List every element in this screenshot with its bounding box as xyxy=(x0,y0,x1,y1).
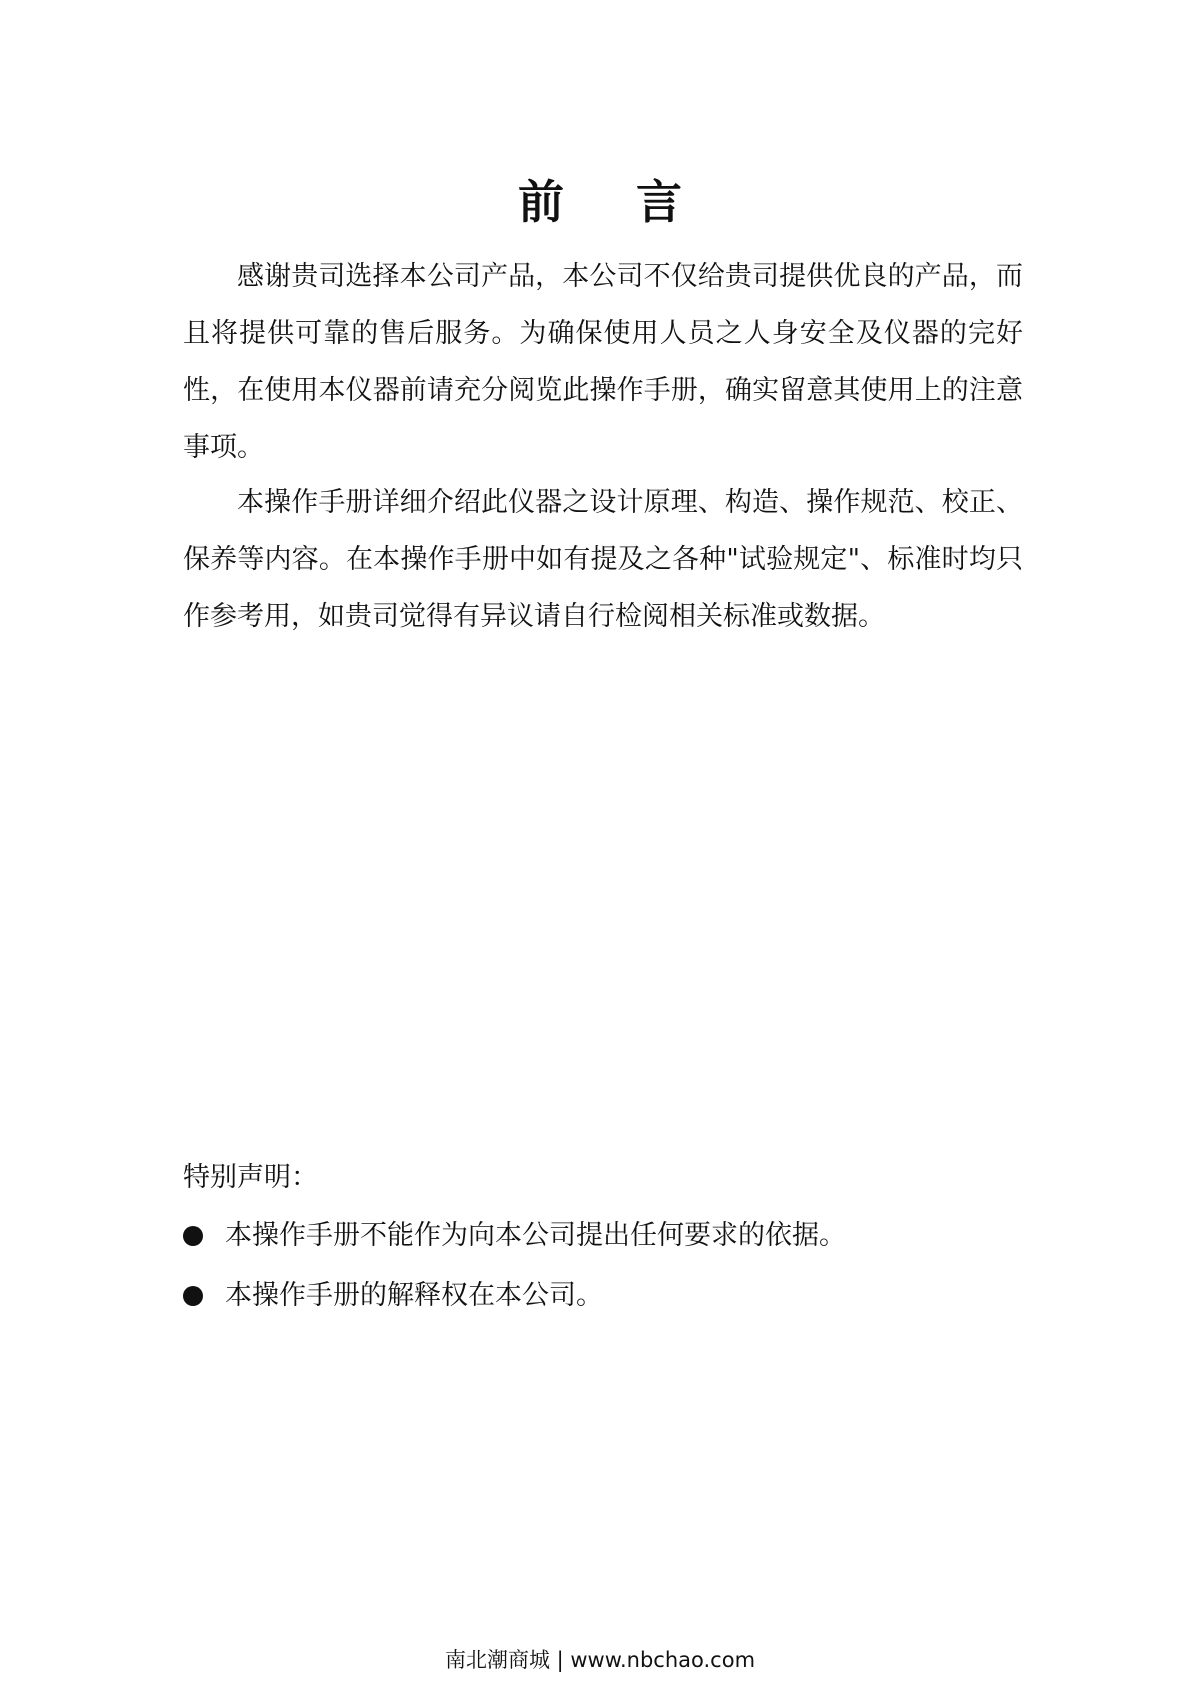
paragraph-text: 感谢贵司选择本公司产品，本公司不仅给贵司提供优良的产品，而且将提供可靠的售后服务。为确保使用人员之人身安全及仪器的完好性，在使用本仪器前请充分阅览此操作手册，确实留意其使用上的注意事项。 xyxy=(183,261,1023,463)
page-title: 前言 xyxy=(518,174,754,229)
statement-title: 特别声明： xyxy=(183,1162,318,1193)
bullet-icon xyxy=(183,1286,203,1306)
list-item xyxy=(183,1216,1023,1256)
statement-list xyxy=(183,1216,1023,1316)
special-statement xyxy=(183,1158,1023,1336)
list-item-text: 本操作手册的解释权在本公司。 xyxy=(225,1280,603,1311)
footer-watermark: 南北潮商城 | www.nbchao.com xyxy=(444,1648,756,1672)
bullet-icon xyxy=(183,1226,203,1246)
list-item-text: 本操作手册不能作为向本公司提出任何要求的依据。 xyxy=(225,1220,846,1251)
paragraph-text: 本操作手册详细介绍此仪器之设计原理、构造、操作规范、校正、保养等内容。在本操作手册中如有提及之各种"试验规定"、标准时均只作参考用，如贵司觉得有异议请自行检阅相关标准或数据。 xyxy=(183,487,1023,632)
paragraph-2 xyxy=(183,474,1023,645)
paragraph-1 xyxy=(183,248,1023,476)
list-item xyxy=(183,1276,1023,1316)
